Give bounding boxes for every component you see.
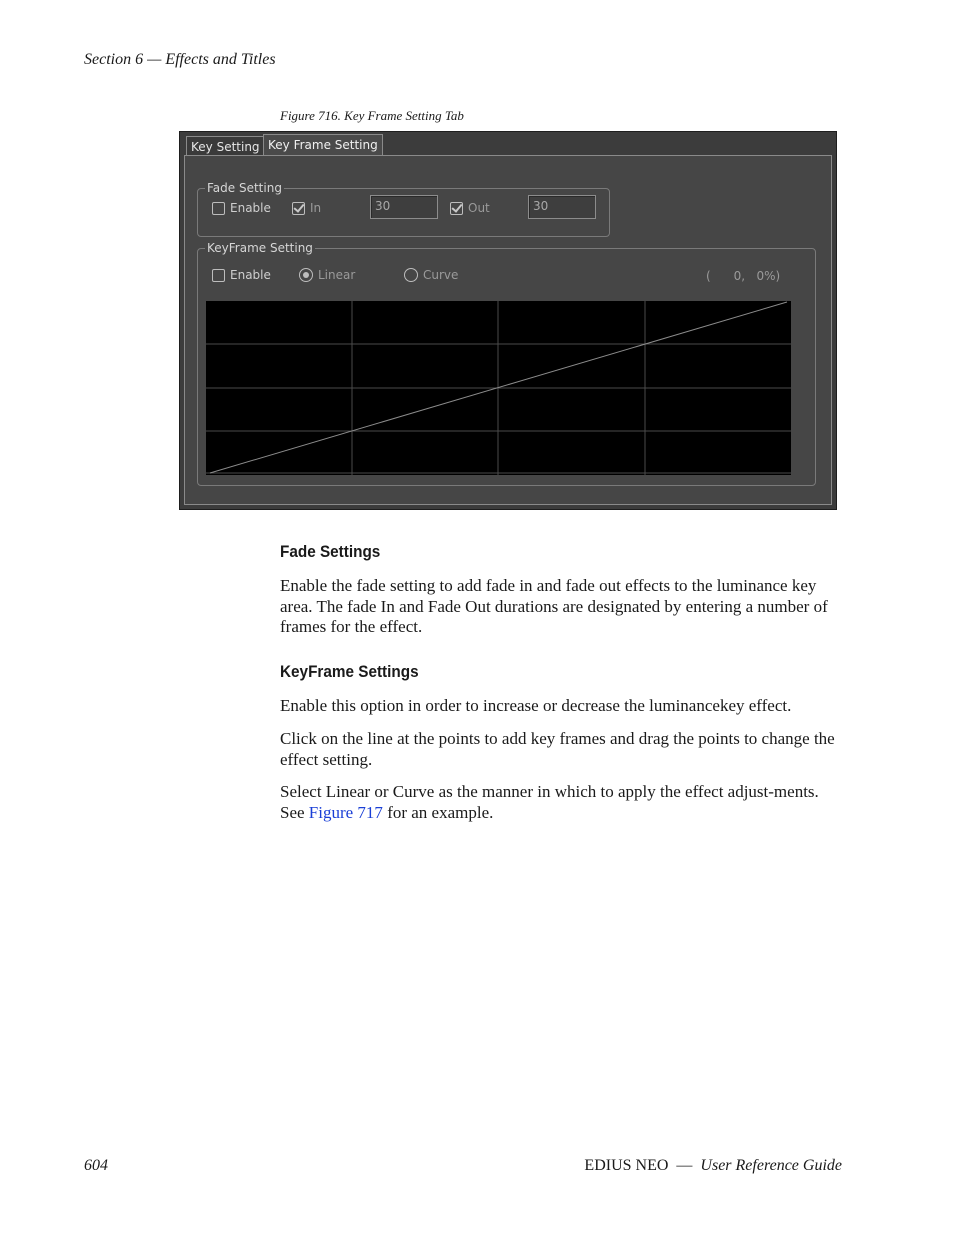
- tab-panel: [184, 155, 832, 505]
- keyframe-settings-paragraph-2: Click on the line at the points to add key frames and drag the points to change the effect setting.: [280, 729, 835, 769]
- footer-title: [584, 1157, 842, 1175]
- figure-caption: Figure 716. Key Frame Setting Tab: [280, 108, 464, 123]
- footer-guide: User Reference Guide: [700, 1157, 842, 1174]
- linear-label: Linear: [318, 268, 356, 282]
- footer-product: EDIUS NEO: [584, 1157, 669, 1174]
- fade-in-checkbox[interactable]: [292, 201, 321, 215]
- paragraph-text: Select Linear or Curve as the manner in which to apply the effect adjust-ments. See: [280, 782, 819, 822]
- fade-in-frames-input[interactable]: 30: [370, 195, 438, 219]
- checkbox-icon: [212, 269, 225, 282]
- footer-separator: —: [676, 1157, 693, 1174]
- fade-setting-title: Fade Setting: [207, 181, 282, 195]
- tab-key-frame-setting[interactable]: Key Frame Setting: [263, 134, 383, 157]
- checkbox-checked-icon: [450, 202, 463, 215]
- fade-out-label: Out: [468, 201, 490, 215]
- keyframe-enable-label: Enable: [230, 268, 271, 282]
- keyframe-setting-title: KeyFrame Setting: [207, 241, 313, 255]
- keyframe-settings-paragraph-1: Enable this option in order to increase or decrease the luminancekey effect.: [280, 696, 792, 715]
- keyframe-position-readout: ( 0, 0%): [706, 269, 781, 283]
- fade-out-checkbox[interactable]: [450, 201, 490, 215]
- keyframe-setting-group: [197, 241, 816, 486]
- curve-radio[interactable]: [404, 268, 458, 282]
- fade-setting-group: [197, 181, 610, 237]
- keyframe-graph[interactable]: [206, 301, 791, 475]
- fade-out-frames-input[interactable]: 30: [528, 195, 596, 219]
- checkbox-icon: [212, 202, 225, 215]
- paragraph-text: for an example.: [382, 802, 494, 822]
- keyframe-settings-paragraph-3: [280, 782, 845, 823]
- fade-settings-heading: Fade Settings: [280, 542, 381, 561]
- linear-radio[interactable]: [299, 268, 355, 282]
- keyframe-enable-checkbox[interactable]: [212, 268, 271, 282]
- key-frame-setting-dialog: [179, 131, 837, 510]
- fade-in-label: In: [310, 201, 322, 215]
- tab-key-setting[interactable]: Key Setting: [186, 136, 265, 157]
- radio-icon: [404, 268, 418, 282]
- page-number: 604: [84, 1157, 108, 1174]
- radio-selected-icon: [299, 268, 313, 282]
- fade-enable-checkbox[interactable]: [212, 201, 271, 215]
- running-head: Section 6 — Effects and Titles: [84, 51, 276, 68]
- fade-enable-label: Enable: [230, 201, 271, 215]
- keyframe-settings-heading: KeyFrame Settings: [280, 662, 419, 681]
- curve-label: Curve: [423, 268, 459, 282]
- fade-settings-paragraph: Enable the fade setting to add fade in and fade out effects to the luminance key area. The fade In and Fade Out durations are designated by entering a number of frames for the effect.: [280, 576, 828, 636]
- checkbox-checked-icon: [292, 202, 305, 215]
- figure-717-link[interactable]: Figure 717: [308, 802, 383, 822]
